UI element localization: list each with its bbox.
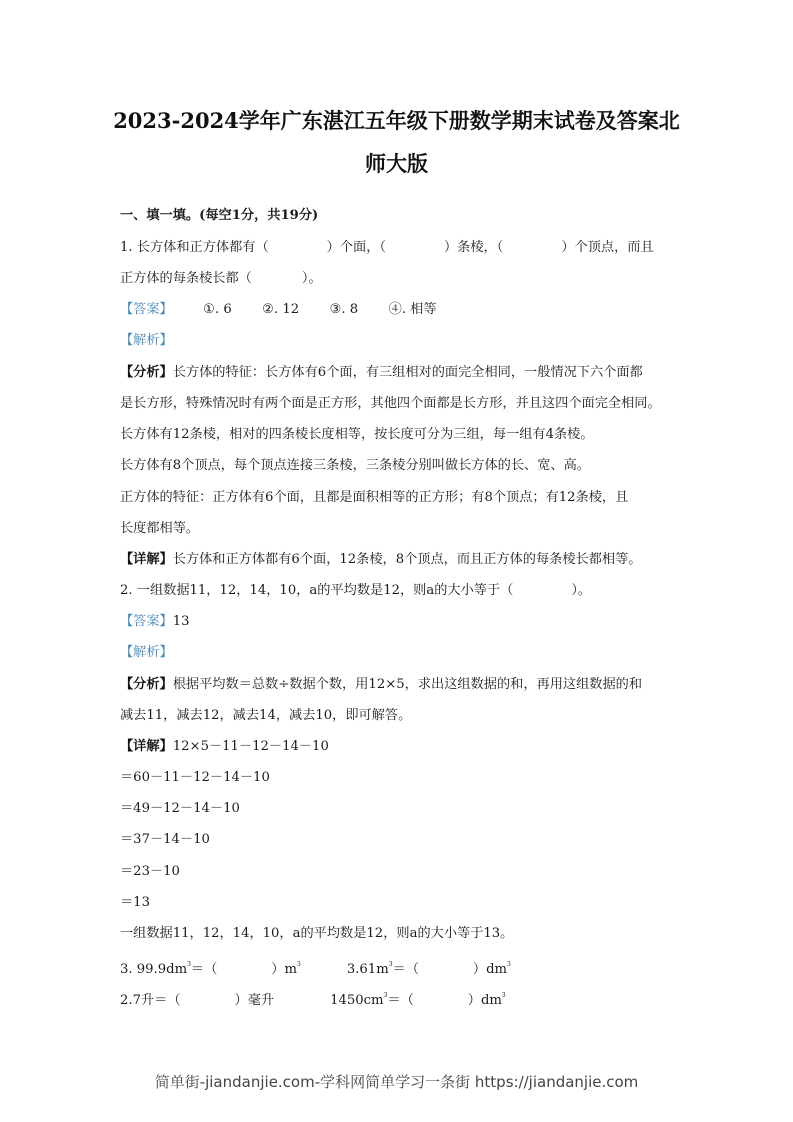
q1-answer-1: ①. 6	[203, 302, 232, 317]
xiangjie-label: 【详解】	[120, 552, 173, 567]
q3-r1-e: ＝（	[392, 962, 419, 977]
q1-answer-3: ③. 8	[329, 302, 359, 317]
q1-fenxi-line4: 长方体有8个顶点，每个顶点连接三条棱，三条棱分别叫做长方体的长、宽、高。	[120, 458, 590, 473]
q2-step-6: ＝13	[120, 895, 150, 910]
q2-fenxi-line1	[120, 677, 642, 693]
q1-answer-line	[120, 302, 437, 318]
question-2-line	[120, 583, 591, 599]
question-1-line1	[120, 240, 654, 256]
q2-text-b: ）。	[571, 583, 592, 598]
q3-r1-f: ）dm	[472, 962, 508, 977]
q1-answer-2: ②. 12	[262, 302, 300, 317]
q3-r1-a: 3. 99.9dm	[120, 962, 188, 977]
q1-fenxi-line3: 长方体有12条棱，相对的四条棱长度相等，按长度可分为三组，每一组有4条棱。	[120, 427, 594, 442]
q2-text-a: 2. 一组数据11，12，14，10，a的平均数是12，则a的大小等于（	[120, 583, 514, 598]
fenxi-label: 【分析】	[120, 677, 173, 692]
q3-r1-b: ＝（	[190, 962, 218, 977]
q1-xiangjie-line	[120, 552, 642, 568]
question-3-row2	[120, 988, 506, 1009]
q1-text-f: ）。	[301, 271, 322, 286]
q1-fenxi-line5: 正方体的特征：正方体有6个面，且都是面积相等的正方形；有8个顶点；有12条棱，且	[120, 490, 629, 505]
document-title-line1: 2023-2024学年广东湛江五年级下册数学期末试卷及答案北	[113, 108, 680, 133]
question-1-line2	[120, 271, 322, 287]
q1-fenxi-line6: 长度都相等。	[120, 521, 200, 536]
superscript-3: 3	[383, 992, 388, 999]
superscript-3: 3	[388, 961, 393, 968]
q3-r1-d: 3.61m	[346, 962, 389, 977]
q1-fenxi-line1	[120, 365, 643, 381]
q2-conclusion: 一组数据11，12，14，10，a的平均数是12，则a的大小等于13。	[120, 926, 514, 941]
footer-watermark: 简单街-jiandanjie.com-学科网简单学习一条街 https://jiandanjie.com	[154, 1073, 639, 1091]
q1-jiexi-label: 【解析】	[120, 333, 173, 348]
q3-r1-c: ）m	[271, 962, 297, 977]
question-3-row1	[120, 957, 511, 978]
section-heading: 一、填一填。(每空1分，共19分)	[120, 208, 319, 223]
answer-label: 【答案】	[120, 302, 173, 317]
xiangjie-label: 【详解】	[120, 739, 173, 754]
q3-r2-b: ）毫升	[234, 993, 275, 1008]
q2-fenxi-text-1: 根据平均数＝总数÷数据个数，用12×5，求出这组数据的和，再用这组数据的和	[172, 677, 643, 692]
q1-text-b: ）个面，（	[326, 240, 386, 255]
q2-xiangjie-line	[120, 739, 329, 755]
q2-answer: 13	[172, 614, 190, 629]
q2-step-4: ＝37－14－10	[120, 832, 210, 847]
q1-text-c: ）条棱，（	[444, 240, 504, 255]
q1-fenxi-text-1: 长方体的特征：长方体有6个面，有三组相对的面完全相同，一般情况下六个面都	[172, 365, 643, 380]
superscript-3: 3	[187, 961, 191, 968]
superscript-3: 3	[501, 992, 506, 999]
q1-text-a: 1. 长方体和正方体都有（	[120, 240, 269, 255]
document-title-line2: 师大版	[365, 151, 428, 176]
q2-step-1: 12×5－11－12－14－10	[172, 739, 329, 754]
q2-jiexi-label: 【解析】	[120, 645, 173, 660]
fenxi-label: 【分析】	[120, 365, 173, 380]
superscript-3: 3	[297, 961, 301, 968]
q1-text-d: ）个顶点，而且	[561, 240, 654, 255]
q1-xiangjie-text: 长方体和正方体都有6个面，12条棱，8个顶点，而且正方体的每条棱长都相等。	[172, 552, 642, 567]
q1-text-e: 正方体的每条棱长都（	[120, 271, 252, 286]
q2-step-2: ＝60－11－12－14－10	[120, 770, 270, 785]
q2-step-5: ＝23－10	[120, 864, 180, 879]
q2-answer-line	[120, 614, 190, 630]
q2-step-3: ＝49－12－14－10	[120, 801, 240, 816]
q3-r2-c: 1450cm	[330, 993, 384, 1008]
q3-r2-d: ＝（	[387, 993, 414, 1008]
answer-label: 【答案】	[120, 614, 173, 629]
q3-r2-e: ）dm	[467, 993, 502, 1008]
superscript-3: 3	[507, 961, 511, 968]
q2-fenxi-line2: 减去11，减去12，减去14，减去10，即可解答。	[120, 708, 412, 723]
q1-fenxi-line2: 是长方形，特殊情况时有两个面是正方形，其他四个面都是长方形，并且这四个面完全相同。	[120, 396, 661, 411]
q1-answer-4: ④. 相等	[388, 302, 437, 317]
q3-r2-a: 2.7升＝（	[120, 993, 181, 1008]
